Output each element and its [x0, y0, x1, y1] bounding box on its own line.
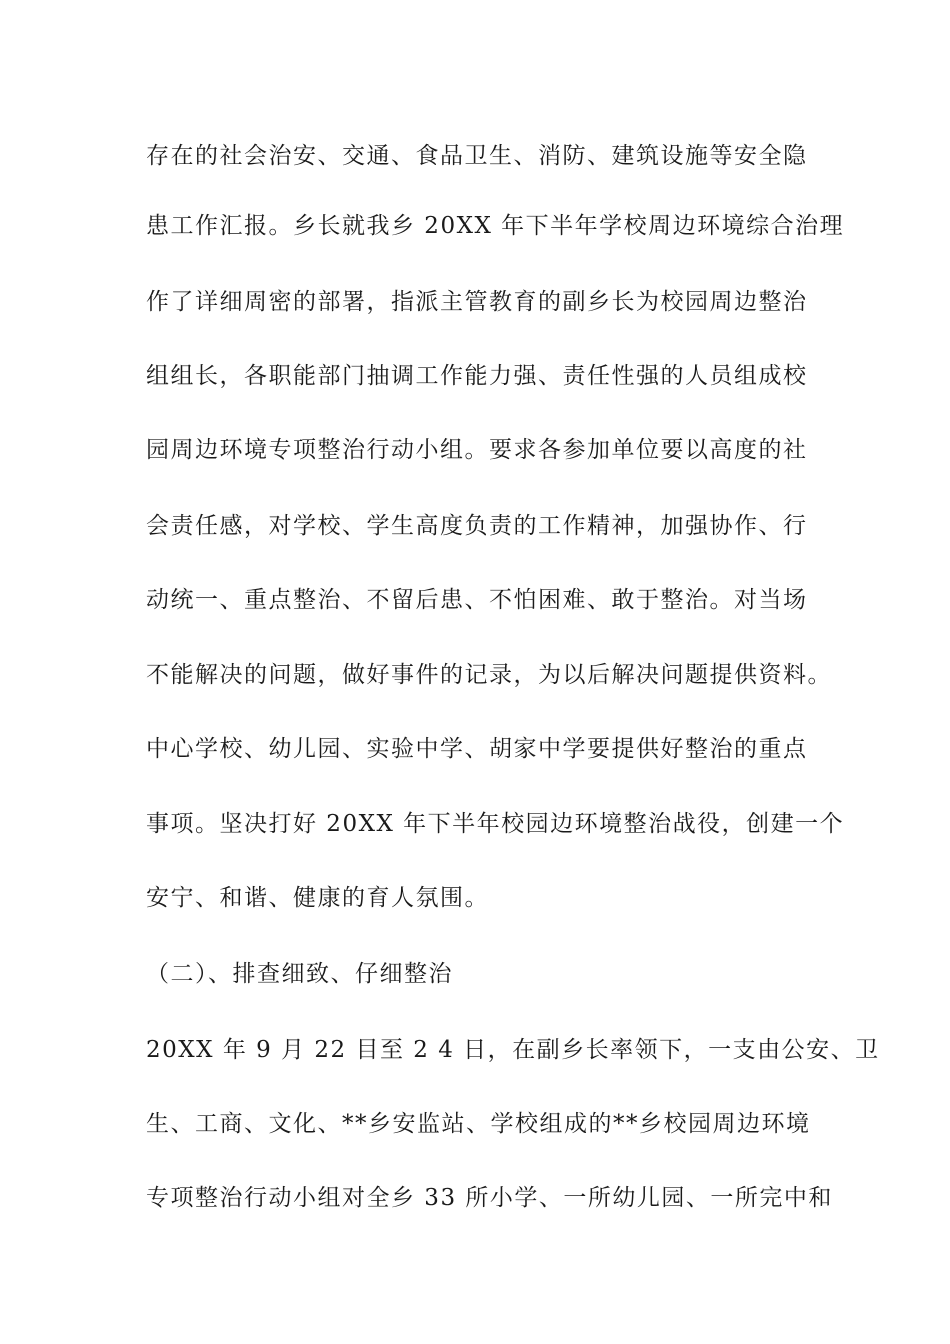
paragraph-line-2: 患工作汇报。乡长就我乡 20XX 年下半年学校周边环境综合治理: [146, 213, 845, 239]
paragraph-line-12: 20XX 年 9 月 22 目至 2 4 日，在副乡长率领下，一支由公安、卫: [146, 1037, 880, 1063]
section-heading: （二）、排查细致、仔细整治: [146, 961, 453, 987]
paragraph-line-1: 存在的社会治安、交通、食品卫生、消防、建筑设施等安全隐: [146, 143, 808, 169]
paragraph-line-6: 会责任感，对学校、学生高度负责的工作精神，加强协作、行: [146, 513, 808, 539]
paragraph-line-13: 生、工商、文化、**乡安监站、学校组成的**乡校园周边环境: [146, 1111, 811, 1137]
paragraph-line-10: 事项。坚决打好 20XX 年下半年校园边环境整治战役，创建一个: [146, 811, 845, 837]
paragraph-line-4: 组组长，各职能部门抽调工作能力强、责任性强的人员组成校: [146, 363, 808, 389]
paragraph-line-11: 安宁、和谐、健康的育人氛围。: [146, 885, 489, 911]
paragraph-line-7: 动统一、重点整治、不留后患、不怕困难、敢于整治。对当场: [146, 587, 808, 613]
paragraph-line-3: 作了详细周密的部署，指派主管教育的副乡长为校园周边整治: [146, 289, 808, 315]
paragraph-line-14: 专项整治行动小组对全乡 33 所小学、一所幼儿园、一所完中和: [146, 1185, 833, 1211]
paragraph-line-9: 中心学校、幼儿园、实验中学、胡家中学要提供好整治的重点: [146, 736, 808, 762]
paragraph-line-5: 园周边环境专项整治行动小组。要求各参加单位要以高度的社: [146, 437, 808, 463]
paragraph-line-8: 不能解决的问题，做好事件的记录，为以后解决问题提供资料。: [146, 662, 832, 688]
